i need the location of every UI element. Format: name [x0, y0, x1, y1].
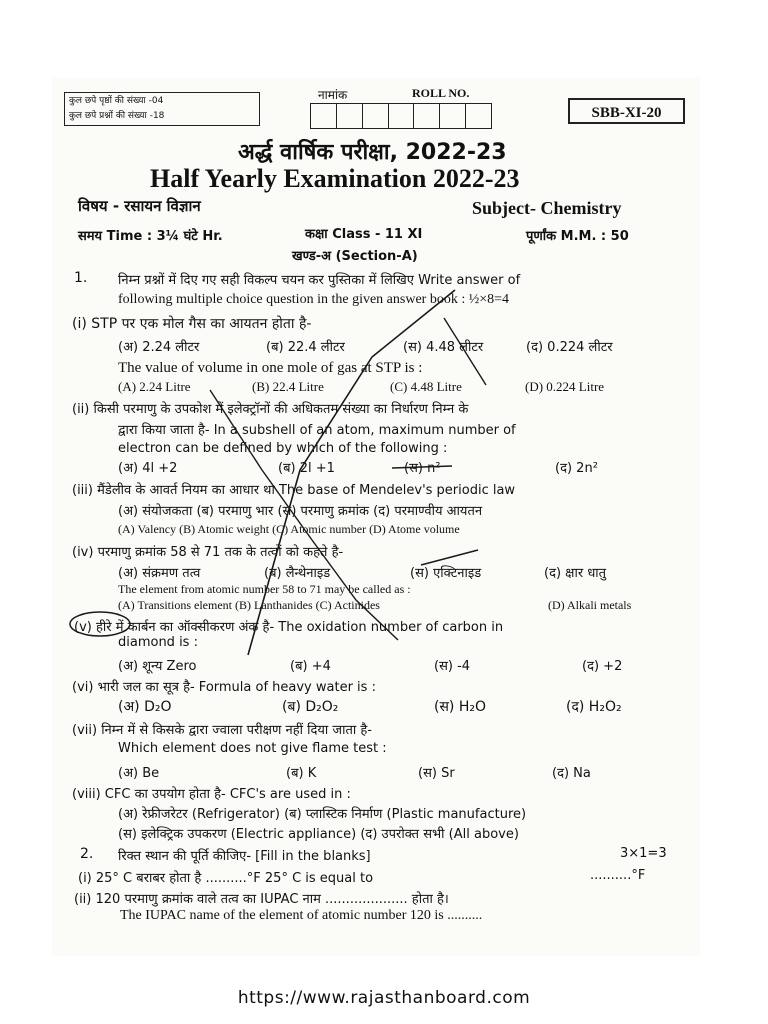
q1-iv-text-english: The element from atomic number 58 to 71 may be called as : — [118, 582, 411, 596]
exam-time: समय Time : 3¼ घंटे Hr. — [78, 229, 223, 244]
max-marks: पूर्णांक M.M. : 50 — [526, 229, 629, 244]
q1-iii-options-english: (A) Valency (B) Atomic weight (C) Atomic number (D) Atome volume — [118, 522, 460, 536]
q1-i-option-d: (द) 0.224 लीटर — [526, 340, 613, 355]
printed-pages-count: कुल छपे पृष्ठों की संख्या -04 — [69, 96, 164, 106]
q1-iii-text: (iii) मैंडेलीव के आवर्त नियम का आधार था The base of Mendelev's periodic law — [72, 483, 516, 498]
title-english: Half Yearly Examination 2022-23 — [150, 164, 520, 193]
q1-i-option-a: (अ) 2.24 लीटर — [118, 340, 200, 355]
q1-v-option-a: (अ) शून्य Zero — [118, 659, 197, 674]
q1-vi-option-b: (ब) D₂O₂ — [282, 699, 339, 715]
title-hindi: अर्द्ध वार्षिक परीक्षा, 2022-23 — [238, 140, 507, 165]
q1-iv-option-a: (अ) संक्रमण तत्व — [118, 566, 201, 581]
roll-label-english: ROLL NO. — [412, 86, 470, 100]
q1-ii-option-b: (ब) 2l +1 — [278, 461, 335, 476]
q1-iv-options-english: (A) Transitions element (B) Lanthanides (C) Actinides — [118, 598, 380, 612]
subject-english: Subject- Chemistry — [472, 198, 622, 218]
exam-class: कक्षा Class - 11 XI — [305, 227, 423, 242]
question-1-instruction-english: following multiple choice question in the given answer book : ½×8=4 — [118, 292, 510, 307]
q1-vi-text: (vi) भारी जल का सूत्र है- Formula of heavy water is : — [72, 680, 376, 695]
roll-number-boxes — [310, 103, 492, 129]
q1-v-text-line2: diamond is : — [118, 635, 198, 650]
q1-i-option-b: (ब) 22.4 लीटर — [266, 340, 345, 355]
q1-iv-option-d: (द) क्षार धातु — [544, 566, 607, 581]
q1-i-option-b-english: (B) 22.4 Litre — [252, 379, 324, 394]
q1-i-option-d-english: (D) 0.224 Litre — [525, 379, 605, 394]
q1-ii-option-c: (स) n² — [404, 461, 441, 476]
q1-vi-option-a: (अ) D₂O — [118, 699, 172, 715]
q1-i-option-a-english: (A) 2.24 Litre — [118, 379, 191, 394]
section-heading: खण्ड-अ (Section-A) — [292, 249, 418, 264]
q1-ii-option-a: (अ) 4l +2 — [118, 461, 178, 476]
q1-ii-option-d: (द) 2n² — [555, 461, 598, 476]
q1-v-option-b: (ब) +4 — [290, 659, 331, 674]
q1-iii-options-hindi: (अ) संयोजकता (ब) परमाणु भार (स) परमाणु क्रमांक (द) परमाण्वीय आयतन — [118, 504, 483, 519]
question-2-number: 2. — [80, 846, 94, 862]
q1-vi-option-d: (द) H₂O₂ — [566, 699, 622, 715]
q1-vii-option-d: (द) Na — [552, 766, 591, 781]
q1-viii-options-line2: (स) इलेक्ट्रिक उपकरण (Electric appliance) (द) उपरोक्त सभी (All above) — [118, 827, 519, 842]
q1-vii-option-b: (ब) K — [286, 766, 317, 781]
subject-hindi: विषय - रसायन विज्ञान — [78, 197, 201, 215]
q1-iv-text-hindi: (iv) परमाणु क्रमांक 58 से 71 तक के तत्वों को कहते है- — [72, 545, 344, 560]
q1-ii-text-hindi-line1: (ii) किसी परमाणु के उपकोश में इलेक्ट्रॉनों की अधिकतम संख्या का निर्धारण निम्न के — [72, 402, 469, 417]
q1-viii-options-line1: (अ) रेफ्रीजरेटर (Refrigerator) (ब) प्लास्टिक निर्माण (Plastic manufacture) — [118, 807, 527, 822]
q1-iv-option-b: (ब) लैन्थेनाइड — [264, 566, 331, 581]
q1-vi-option-c: (स) H₂O — [434, 699, 486, 715]
question-2-title: रिक्त स्थान की पूर्ति कीजिए- [Fill in the blanks] — [118, 849, 371, 864]
q1-iv-option-d-english: (D) Alkali metals — [548, 598, 632, 612]
q1-i-text-english: The value of volume in one mole of gas at STP is : — [118, 360, 423, 376]
q1-ii-text-hindi-line2: द्वारा किया जाता है- In a subshell of an atom, maximum number of — [118, 423, 516, 438]
q1-i-option-c-english: (C) 4.48 Litre — [390, 379, 462, 394]
q1-vii-text-english: Which element does not give flame test : — [118, 741, 387, 756]
q1-ii-text-english: electron can be defined by which of the following : — [118, 441, 448, 456]
q1-i-text-hindi: (i) STP पर एक मोल गैस का आयतन होता है- — [72, 316, 312, 332]
q1-v-text-line1: (v) हीरे में कार्बन का ऑक्सीकरण अंक है- The oxidation number of carbon in — [74, 620, 504, 635]
q2-ii-text-hindi: (ii) 120 परमाणु क्रमांक वाले तत्व का IUPAC नाम .................... होता है। — [74, 892, 449, 907]
q1-iv-option-c: (स) एक्टिनाइड — [410, 566, 482, 581]
q1-v-option-c: (स) -4 — [434, 659, 471, 674]
q1-vii-option-c: (स) Sr — [418, 766, 455, 781]
footer-url[interactable]: https://www.rajasthanboard.com — [237, 988, 531, 1008]
q2-ii-text-english: The IUPAC name of the element of atomic number 120 is .......... — [120, 908, 483, 923]
q1-vii-option-a: (अ) Be — [118, 766, 160, 781]
q2-i-text: (i) 25° C बराबर होता है ..........°F 25° C is equal to — [78, 871, 374, 886]
question-1-number: 1. — [74, 270, 88, 286]
q1-i-option-c: (स) 4.48 लीटर — [403, 340, 484, 355]
question-1-instruction-hindi: निम्न प्रश्नों में दिए गए सही विकल्प चयन कर पुस्तिका में लिखिए Write answer of — [118, 273, 521, 288]
question-2-marks: 3×1=3 — [620, 846, 667, 861]
q1-vii-text-hindi: (vii) निम्न में से किसके द्वारा ज्वाला परीक्षण नहीं दिया जाता है- — [72, 723, 372, 738]
q2-i-blank: ..........°F — [590, 868, 646, 883]
printed-questions-count: कुल छपे प्रश्नों की संख्या -18 — [69, 111, 165, 121]
paper-code: SBB-XI-20 — [568, 98, 685, 124]
q1-v-option-d: (द) +2 — [582, 659, 623, 674]
roll-label-hindi: नामांक — [318, 88, 348, 102]
q1-viii-text: (viii) CFC का उपयोग होता है- CFC's are used in : — [72, 787, 351, 802]
page-count-box — [64, 92, 260, 126]
